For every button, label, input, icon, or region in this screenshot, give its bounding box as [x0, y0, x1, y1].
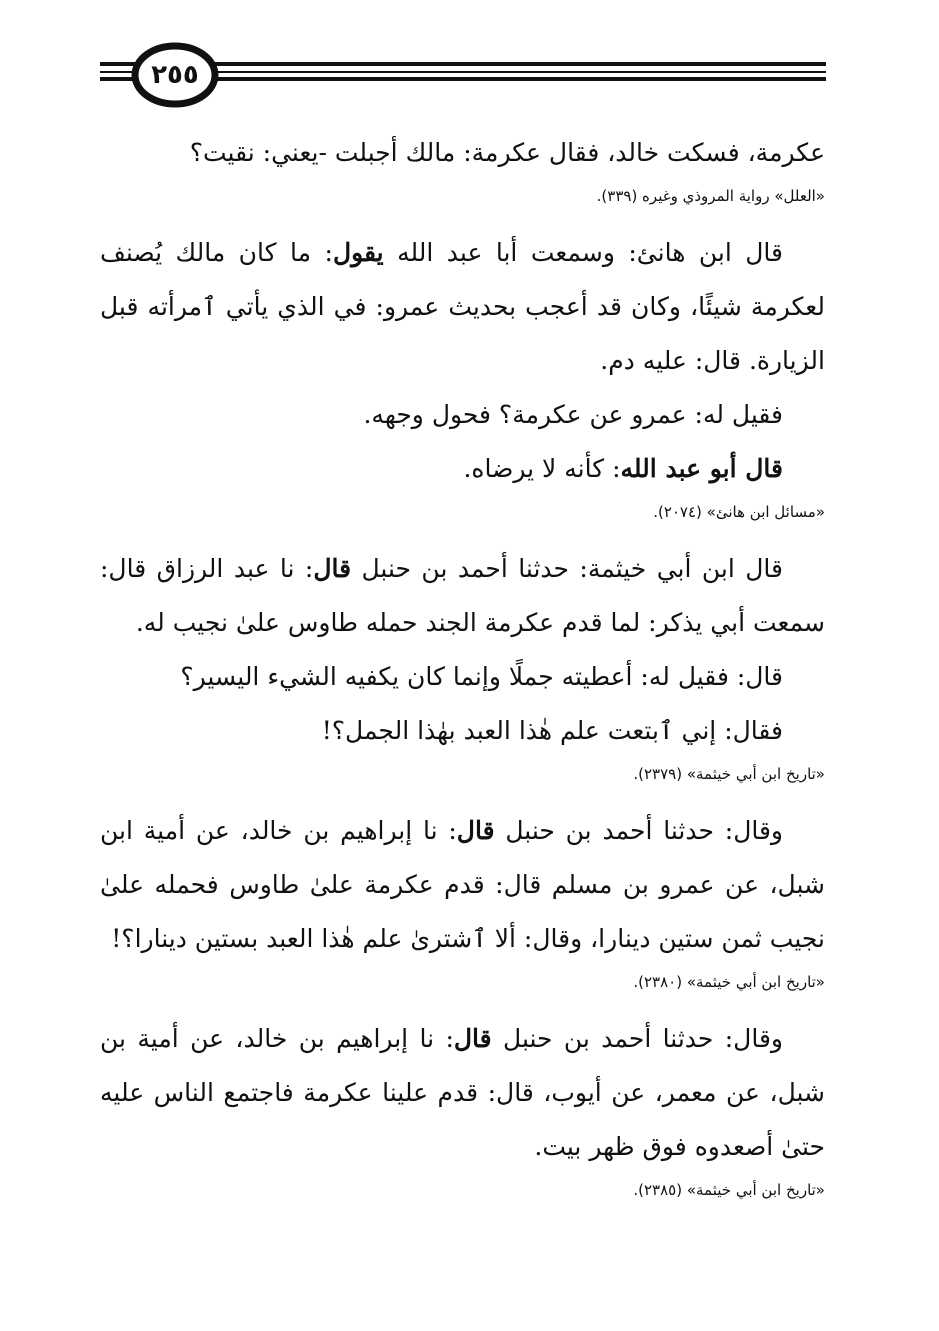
text-paragraph: [100, 126, 825, 180]
text-paragraph: [100, 226, 825, 388]
paragraph-text: فقال: إني ٱبتعت علم هٰذا العبد بهٰذا الجمل؟!: [321, 716, 783, 745]
source-citation: «تاريخ ابن أبي خيثمة» (٢٣٨٥).: [633, 1181, 825, 1199]
text-paragraph: [100, 704, 825, 758]
source-citation: «تاريخ ابن أبي خيثمة» (٢٣٨٠).: [633, 973, 825, 991]
paragraph-text: : ما كان مالك يُصنف لعكرمة شيئًا، وكان قد أعجب بحديث عمرو: في الذي يأتي ٱمرأته قبل الزيارة. قال: عليه دم.: [100, 238, 825, 375]
emphasis-text: يقول: [332, 238, 384, 267]
source-citation: «العلل» رواية المروذي وغيره (٣٣٩).: [596, 187, 825, 205]
paragraph-text: قال ابن أبي خيثمة: حدثنا أحمد بن حنبل: [351, 554, 783, 583]
paragraph-text: عكرمة، فسكت خالد، فقال عكرمة: مالك أجبلت -يعني: نقيت؟: [189, 138, 825, 167]
text-paragraph: [100, 542, 825, 650]
emphasis-text: قال: [456, 816, 495, 845]
text-paragraph: [100, 1012, 825, 1174]
source-citation: «تاريخ ابن أبي خيثمة» (٢٣٧٩).: [633, 765, 825, 783]
paragraph-text: : نا إبراهيم بن خالد، عن أمية ابن شبل، عن عمرو بن مسلم قال: قدم عكرمة علىٰ طاوس فحمله علىٰ نجيب ثمن ستين دينارا، وقال: ألا ٱشترىٰ علم هٰذا العبد بستين دينارا؟!: [100, 816, 825, 953]
page-header: [0, 0, 939, 120]
emphasis-text: قال: [453, 1024, 492, 1053]
emphasis-text: قال: [313, 554, 352, 583]
paragraph-text: وقال: حدثنا أحمد بن حنبل: [491, 1024, 783, 1053]
paragraph-text: : نا إبراهيم بن خالد، عن أمية بن شبل، عن معمر، عن أيوب، قال: قدم علينا عكرمة فاجتمع الناس عليه حتىٰ أصعدوه فوق ظهر بيت.: [100, 1024, 825, 1161]
text-paragraph: [100, 650, 825, 704]
paragraph-text: : نا عبد الرزاق قال: سمعت أبي يذكر: لما قدم عكرمة الجند حمله طاوس علىٰ نجيب له.: [100, 554, 825, 637]
emphasis-text: قال أبو عبد الله: [620, 454, 783, 483]
text-paragraph: [100, 804, 825, 966]
text-paragraph: [100, 442, 825, 496]
page-body: [100, 126, 825, 1220]
paragraph-text: قال ابن هانئ: وسمعت أبا عبد الله: [383, 238, 783, 267]
source-citation: «مسائل ابن هانئ» (٢٠٧٤).: [653, 503, 825, 521]
text-paragraph: [100, 388, 825, 442]
paragraph-text: وقال: حدثنا أحمد بن حنبل: [494, 816, 783, 845]
page-number: ٢٥٥: [151, 60, 199, 90]
paragraph-text: قال: فقيل له: أعطيته جملًا وإنما كان يكفيه الشيء اليسير؟: [180, 662, 783, 691]
paragraph-text: : كأنه لا يرضاه.: [463, 454, 621, 483]
paragraph-text: فقيل له: عمرو عن عكرمة؟ فحول وجهه.: [363, 400, 783, 429]
